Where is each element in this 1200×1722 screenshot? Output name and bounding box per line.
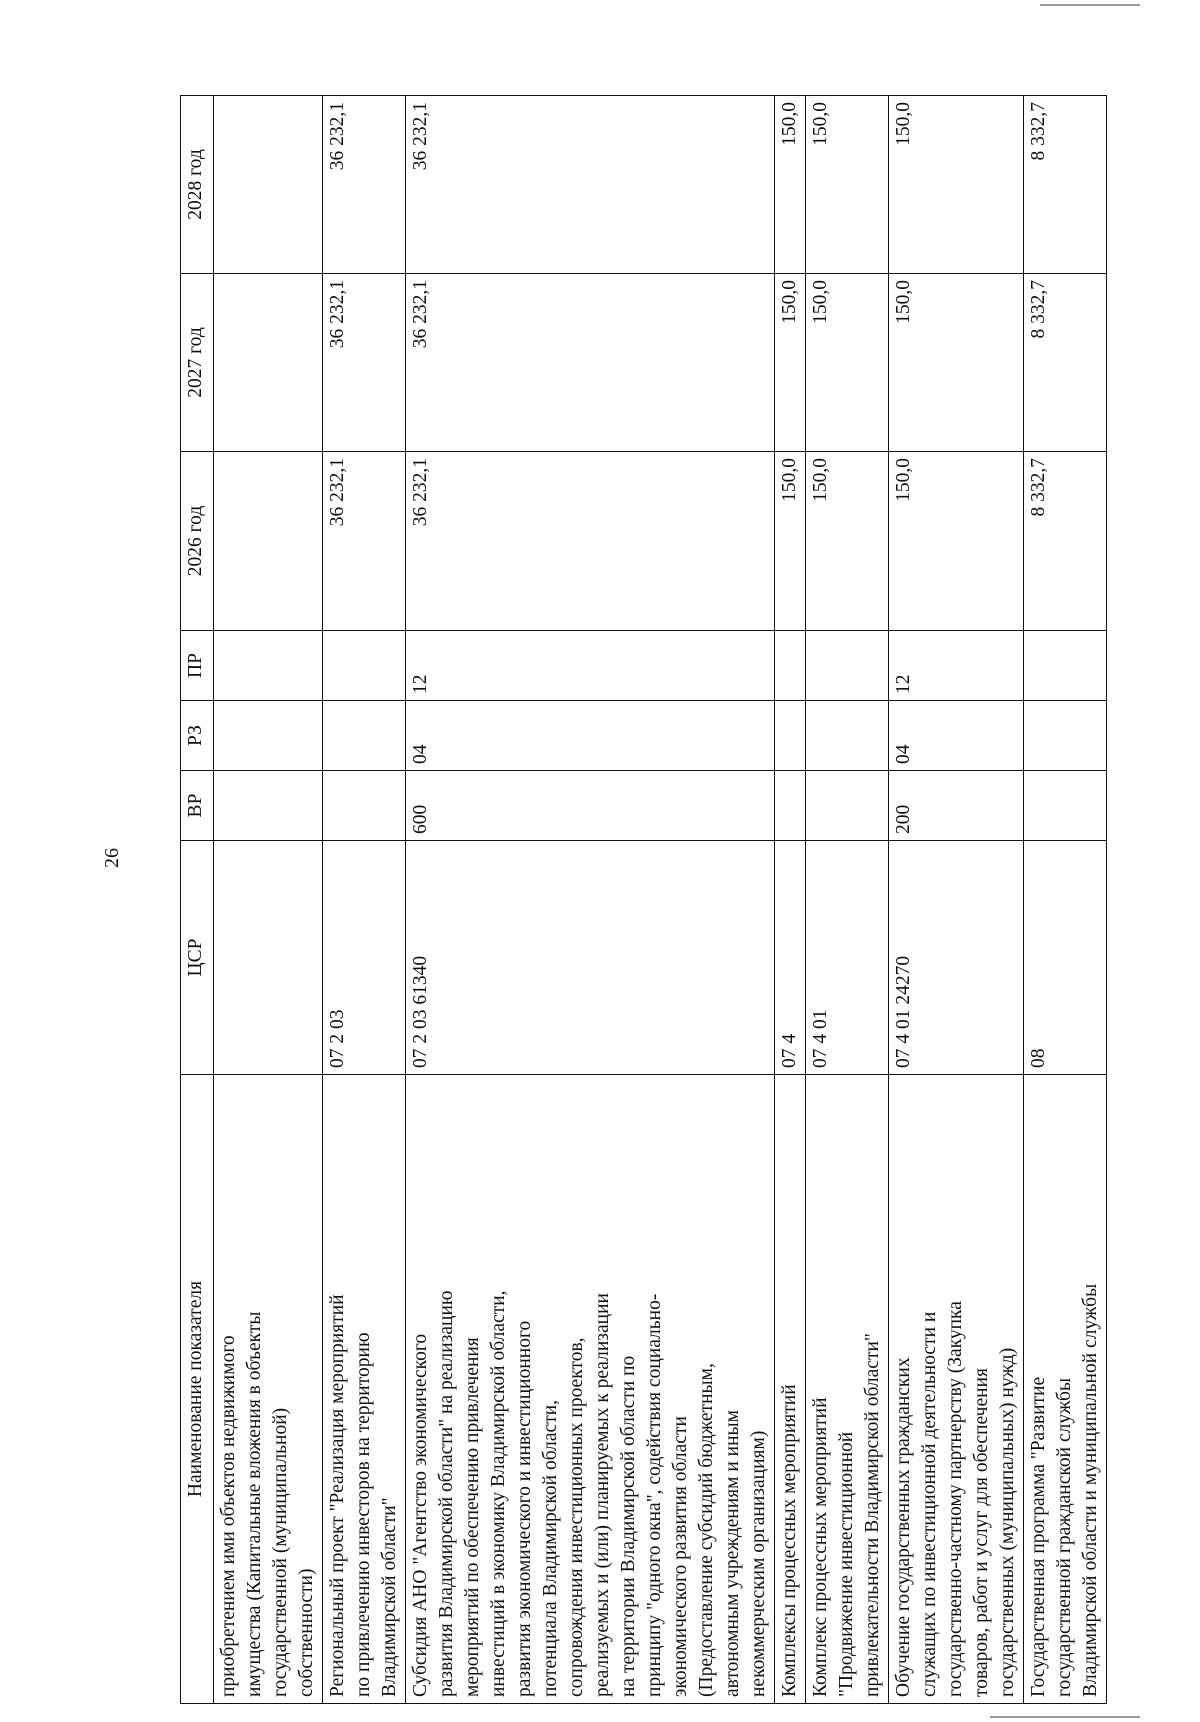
row-2028: 8 332,7 (1024, 96, 1107, 274)
header-csr: ЦСР (181, 841, 214, 1075)
row-name: Комплексы процессных мероприятий (775, 1075, 806, 1704)
row-rz (214, 701, 323, 771)
row-rz (775, 701, 806, 771)
row-vr: 600 (406, 771, 775, 841)
row-vr (1024, 771, 1107, 841)
rotated-table-wrapper (180, 96, 1126, 1704)
row-name: Государственная программа "Развитие государственной гражданской службы Владимирской области и муниципальной службы (1024, 1075, 1107, 1704)
row-2028 (214, 96, 323, 274)
row-csr: 07 4 (775, 841, 806, 1075)
row-pr (806, 631, 889, 701)
header-2026: 2026 год (181, 452, 214, 631)
scan-mark-top-right (1040, 4, 1140, 6)
row-vr (806, 771, 889, 841)
header-vr: ВР (181, 771, 214, 841)
row-2027: 150,0 (775, 274, 806, 452)
header-2027: 2027 год (181, 274, 214, 452)
header-name: Наименование показателя (181, 1075, 214, 1704)
row-2028: 36 232,1 (406, 96, 775, 274)
row-csr: 07 4 01 24270 (889, 841, 1024, 1075)
row-pr: 12 (406, 631, 775, 701)
row-csr: 08 (1024, 841, 1107, 1075)
row-pr (1024, 631, 1107, 701)
row-name: Обучение государственных гражданских служащих по инвестиционной деятельности и государственно-частному партнерству (Закупка товаров, работ и услуг для обеспечения государственных (муниципальных) нужд) (889, 1075, 1024, 1704)
header-rz: РЗ (181, 701, 214, 771)
header-row (181, 96, 214, 1704)
header-2028: 2028 год (181, 96, 214, 274)
row-pr: 12 (889, 631, 1024, 701)
page-number: 26 (101, 848, 123, 868)
row-rz: 04 (406, 701, 775, 771)
table-row (323, 96, 406, 1704)
row-2028: 36 232,1 (323, 96, 406, 274)
row-pr (775, 631, 806, 701)
table-row (1024, 96, 1107, 1704)
header-pr: ПР (181, 631, 214, 701)
row-pr (214, 631, 323, 701)
row-vr (775, 771, 806, 841)
row-2027: 8 332,7 (1024, 274, 1107, 452)
row-name: Региональный проект "Реализация мероприятий по привлечению инвесторов на территорию Владимирской области" (323, 1075, 406, 1704)
row-2028: 150,0 (889, 96, 1024, 274)
budget-table (180, 95, 1107, 1704)
row-2027 (214, 274, 323, 452)
table-row (214, 96, 323, 1704)
row-2027: 150,0 (889, 274, 1024, 452)
row-2026: 150,0 (806, 452, 889, 631)
table-row (775, 96, 806, 1704)
row-rz (1024, 701, 1107, 771)
row-name: Субсидия АНО "Агентство экономического развития Владимирской области" на реализацию мероприятий по обеспечению привлечения инвестиций в экономику Владимирской области, развития экономического и инвестиционного потенциала Владимирской области, сопровождения инвестиционных проектов, реализуемых и (или) планируемых к реализации на территории Владимирской области по принципу "одного окна", содействия социально- экономического развития области (Предоставление субсидий бюджетным, автономным учреждениям и иным некоммерческим организациям) (406, 1075, 775, 1704)
row-rz (323, 701, 406, 771)
row-pr (323, 631, 406, 701)
row-2026 (214, 452, 323, 631)
row-2026: 150,0 (775, 452, 806, 631)
row-vr (214, 771, 323, 841)
row-2027: 36 232,1 (406, 274, 775, 452)
row-vr (323, 771, 406, 841)
row-2028: 150,0 (775, 96, 806, 274)
row-2027: 36 232,1 (323, 274, 406, 452)
table-row (806, 96, 889, 1704)
scan-mark-bottom-right (990, 1716, 1140, 1718)
row-2028: 150,0 (806, 96, 889, 274)
row-csr: 07 4 01 (806, 841, 889, 1075)
row-rz (806, 701, 889, 771)
row-csr (214, 841, 323, 1075)
row-csr: 07 2 03 (323, 841, 406, 1075)
row-2026: 150,0 (889, 452, 1024, 631)
row-name: Комплекс процессных мероприятий "Продвижение инвестиционной привлекательности Владимирской области" (806, 1075, 889, 1704)
row-vr: 200 (889, 771, 1024, 841)
table-row (889, 96, 1024, 1704)
row-2026: 36 232,1 (406, 452, 775, 631)
row-2026: 36 232,1 (323, 452, 406, 631)
table-row (406, 96, 775, 1704)
row-csr: 07 2 03 61340 (406, 841, 775, 1075)
row-name: приобретением ими объектов недвижимого имущества (Капитальные вложения в объекты государственной (муниципальной) собственности) (214, 1075, 323, 1704)
row-rz: 04 (889, 701, 1024, 771)
row-2026: 8 332,7 (1024, 452, 1107, 631)
row-2027: 150,0 (806, 274, 889, 452)
